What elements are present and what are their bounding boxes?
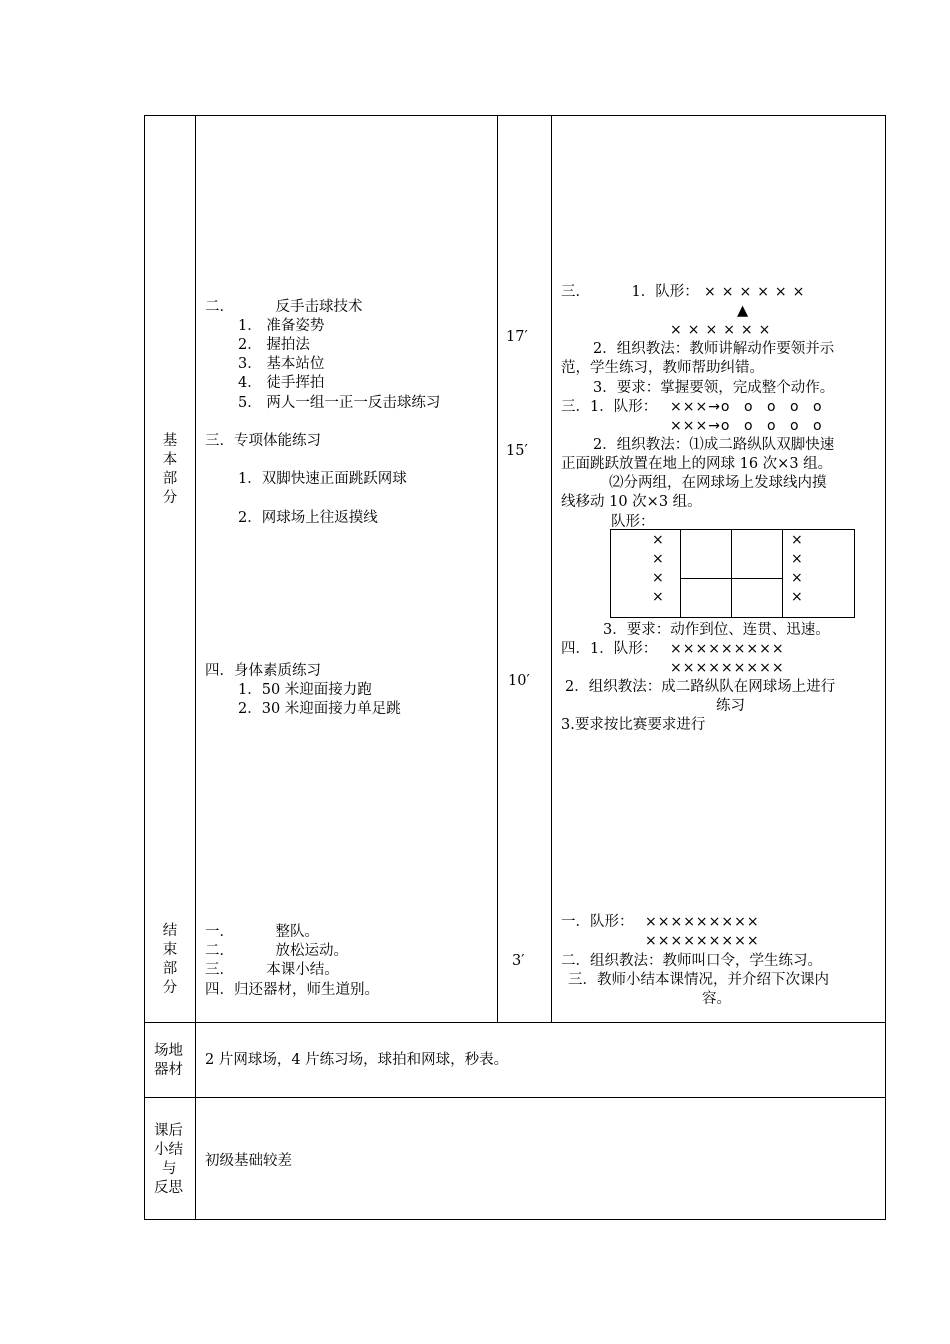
player-mark: ×	[791, 570, 804, 586]
requirement-text: 3．要求：掌握要领，完成整个动作。	[593, 380, 835, 396]
section-title: 三．专项体能练习	[205, 433, 321, 449]
reflection-content: 初级基础较差	[205, 1153, 292, 1169]
list-item: 3． 基本站位	[238, 356, 325, 372]
formation-row: ××××××	[670, 322, 777, 338]
method-text: 范，学生练习，教师帮助纠错。	[561, 360, 764, 376]
player-mark: ×	[791, 589, 804, 605]
method-text: ⑵分两组，在网球场上发球线内摸	[609, 475, 827, 491]
list-item: 1．50 米迎面接力跑	[238, 682, 372, 698]
list-item: 2．网球场上往返摸线	[238, 510, 378, 526]
content-column-divider	[497, 115, 498, 1022]
time-column-divider	[551, 115, 552, 1022]
venue-content: 2 片网球场，4 片练习场，球拍和网球，秒表。	[205, 1052, 509, 1068]
table-left-border	[144, 115, 145, 1219]
list-item: 三． 本课小结。	[205, 962, 339, 978]
list-item: 4． 徒手挥拍	[238, 375, 325, 391]
requirement-text: 3.要求按比赛要求进行	[561, 717, 706, 733]
player-mark: ×	[652, 570, 665, 586]
table-right-border	[885, 115, 886, 1219]
summary-text: 三．教师小结本课情况，并介绍下次课内	[568, 972, 829, 988]
row-divider-venue	[144, 1022, 886, 1023]
formation-label: 三．1．队形：	[561, 399, 658, 415]
formation-row: ×××××××××	[645, 914, 760, 930]
player-mark: ×	[791, 532, 804, 548]
method-text: 2．组织教法：⑴成二路纵队双脚快速	[593, 437, 835, 453]
label-column-divider	[195, 115, 196, 1219]
row-divider-reflection	[144, 1097, 886, 1098]
court-line	[731, 529, 732, 617]
formation-row: ×××××××××	[670, 660, 785, 676]
list-item: 四．归还器材，师生道别。	[205, 982, 379, 998]
table-top-border	[144, 115, 886, 116]
court-line	[680, 578, 782, 579]
formation-label: 三． 1．队形：	[561, 284, 699, 300]
list-item: 2．30 米迎面接力单足跳	[238, 701, 401, 717]
player-mark: ×	[791, 551, 804, 567]
formation-label: 四．1．队形：	[561, 641, 658, 657]
formation-row: ×××→o o o o o	[670, 418, 823, 434]
list-item: 5． 两人一组一正一反击球练习	[238, 395, 441, 411]
player-mark: ×	[652, 532, 665, 548]
player-mark: ×	[652, 551, 665, 567]
requirement-text: 3．要求：动作到位、连贯、迅速。	[603, 622, 830, 638]
method-text: 二．组织教法：教师叫口令，学生练习。	[561, 953, 822, 969]
court-line	[782, 529, 783, 617]
method-text: 2．组织教法：教师讲解动作要领并示	[593, 341, 835, 357]
list-item: 1． 准备姿势	[238, 318, 325, 334]
method-text: 线移动 10 次×3 组。	[561, 494, 702, 510]
section-title: 二． 反手击球技术	[205, 299, 363, 315]
table-bottom-border	[144, 1219, 886, 1220]
formation-label: 一．队形：	[561, 914, 634, 930]
time-ending: 3′	[512, 953, 525, 969]
method-text: 正面跳跃放置在地上的网球 16 次×3 组。	[561, 456, 833, 472]
formation-row: ×××××××××	[645, 933, 760, 949]
teacher-marker-icon: ▲	[737, 303, 749, 319]
formation-label: 队形：	[611, 514, 655, 530]
method-text: 练习	[716, 698, 745, 714]
formation-row: ×××→o o o o o	[670, 399, 823, 415]
formation-row: ×××××××××	[670, 641, 785, 657]
time-backhand: 17′	[506, 329, 528, 345]
method-text: 2．组织教法：成二路纵队在网球场上进行	[565, 679, 836, 695]
list-item: 2． 握拍法	[238, 337, 310, 353]
section-title: 四．身体素质练习	[205, 663, 321, 679]
court-line	[680, 529, 681, 617]
list-item: 1．双脚快速正面跳跃网球	[238, 471, 407, 487]
time-physical: 10′	[508, 673, 530, 689]
summary-text: 容。	[702, 991, 731, 1007]
formation-row: ××××××	[704, 284, 811, 300]
time-fitness: 15′	[506, 443, 528, 459]
player-mark: ×	[652, 589, 665, 605]
list-item: 二． 放松运动。	[205, 943, 348, 959]
list-item: 一． 整队。	[205, 924, 319, 940]
court-outline	[610, 529, 855, 618]
